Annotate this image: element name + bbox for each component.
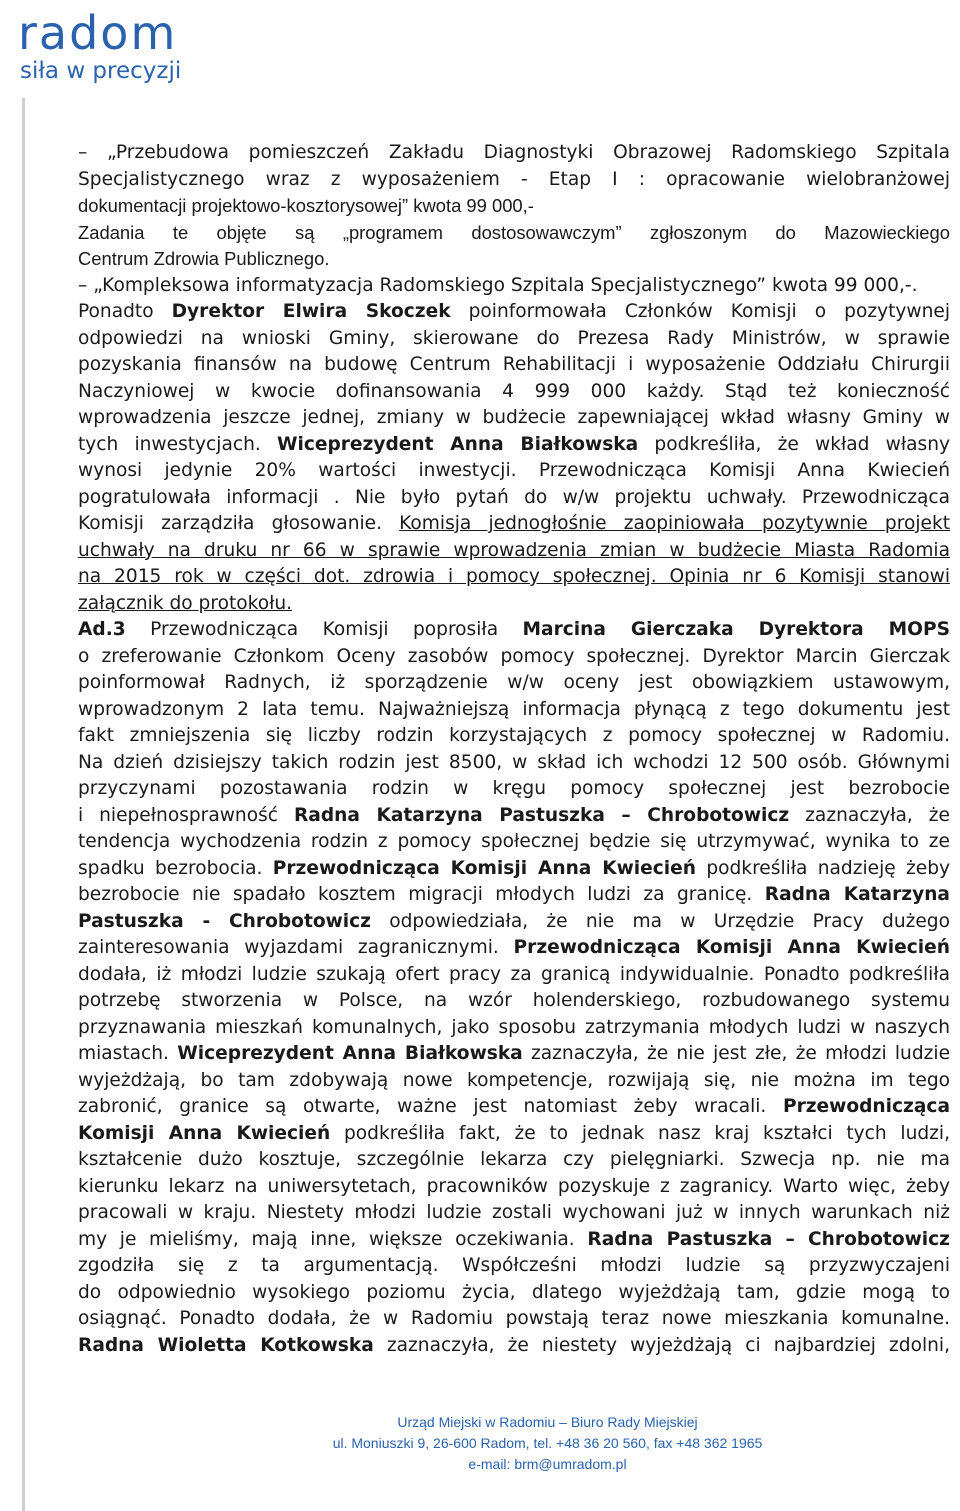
text-run: bezrobocie nie spadało kosztem migracji młodych ludzi za granicę. (78, 884, 765, 905)
text-run: miastach. (78, 1043, 178, 1064)
text-line: osiągnąć. Ponadto dodała, że w Radomiu powstają teraz nowe mieszkania komunalne. (78, 1308, 950, 1329)
text-line (78, 1333, 950, 1360)
person-name: Dyrektor Elwira Skoczek (171, 301, 451, 322)
text-run: odpowiedziała, że nie ma w Urzędzie Pracy dużego (371, 910, 950, 932)
text-line: tendencja wychodzenia rodzin z pomocy społecznej będzie się utrzymywać, wynika to ze (78, 831, 950, 852)
person-name: Przewodnicząca Komisji Anna Kwiecień (272, 857, 697, 879)
text-line: potrzebę stworzenia w Polsce, na wzór holenderskiego, rozbudowanego systemu (78, 990, 950, 1011)
text-run: podkreśliła fakt, że to jednak nasz kraj kształci tych ludzi, (330, 1122, 950, 1144)
text-run: Komisji zarządziła głosowanie. (78, 513, 400, 534)
resolution-text: Komisja jednogłośnie zaopiniowała pozytywnie projekt (399, 513, 950, 534)
text-line (78, 299, 950, 326)
text-line: kształcenie dużo kosztuje, szczególnie lekarza czy pielęgniarki. Szwecja np. nie ma (78, 1149, 950, 1170)
person-name: Przewodnicząca Komisji Anna Kwiecień (513, 937, 950, 958)
text-line: pracowali w kraju. Niestety młodzi ludzie zostali wychowani już w innych warunkach niż (78, 1202, 950, 1223)
text-run: zabronić, granice są otwarte, ważne jest natomiast żeby wracali. (78, 1096, 783, 1117)
text-line (78, 617, 950, 644)
text-run: zaznaczyła, że niestety wyjeżdżają ci najbardziej zdolni, (373, 1334, 950, 1356)
text-line: pozyskania finansów na budowę Centrum Rehabilitacji i wyposażenie Oddziału Chirurgii (78, 354, 950, 375)
resolution-line: uchwały na druku nr 66 w sprawie wprowadzenia zmian w budżecie Miasta Radomia (78, 539, 950, 561)
text-run: i niepełnosprawność (78, 804, 294, 826)
person-name: Radna Pastuszka – Chrobotowicz (587, 1228, 950, 1250)
person-name: Pastuszka - Chrobotowicz (78, 910, 371, 932)
text-line (78, 432, 950, 459)
person-name: Przewodnicząca (782, 1096, 950, 1117)
text-run: zaznaczyła, że (789, 804, 950, 826)
text-line (78, 803, 950, 830)
text-line: fakt zmniejszenia się liczby rodzin korzystających z pomocy społecznej w Radomiu. (78, 725, 950, 746)
text-line: – „Kompleksowa informatyzacja Radomskiego Szpitala Specjalistycznego” kwota 99 000,-. (78, 274, 918, 296)
document-body (78, 140, 950, 1359)
text-run: zaznaczyła, że nie jest złe, że młodzi ludzie (522, 1043, 950, 1064)
text-run: tych inwestycjach. (78, 433, 277, 455)
text-line: zgodziła się z ta argumentacją. Współcześni młodzi ludzie są przyzwyczajeni (78, 1255, 950, 1276)
person-name: Radna Katarzyna (764, 884, 950, 905)
text-line: wyjeżdżają, bo tam zdobywają nowe kompetencje, rozwijają się, nie można im tego (78, 1069, 950, 1091)
text-run: podkreśliła, że wkład własny (638, 433, 950, 455)
text-line: dokumentacji projektowo-kosztorysowej” kwota 99 000,- (78, 195, 534, 216)
person-name: Komisji Anna Kwiecień (78, 1122, 331, 1144)
text-line (78, 1227, 950, 1254)
text-run: my je mieliśmy, mają inne, większe oczekiwania. (78, 1228, 588, 1250)
text-line: wprowadzenia jeszcze jednej, zmiany w budżecie zapewniającej wkład własny Gminy w (78, 407, 950, 428)
text-line: Centrum Zdrowia Publicznego. (78, 248, 330, 269)
text-line (78, 882, 950, 909)
resolution-line: załącznik do protokołu. (78, 592, 293, 614)
radom-logo (18, 6, 218, 84)
text-line (78, 909, 950, 936)
text-line: kierunku lekarz na uniwersytetach, pracowników pozyskuje z zagranicy. Warto więc, żeby (78, 1175, 950, 1197)
left-margin-rule (22, 98, 25, 1511)
person-name: Wiceprezydent Anna Białkowska (177, 1043, 523, 1064)
agenda-item-label: Ad.3 (78, 619, 126, 640)
person-name: Wiceprezydent Anna Białkowska (276, 433, 639, 455)
text-line: wprowadzonym 2 lata temu. Najważniejszą informacja płynącą z tego dokumentu jest (78, 698, 950, 720)
text-line: Specjalistycznego wraz z wyposażeniem - Etap I : opracowanie wielobranżowej (78, 168, 950, 190)
person-name: Marcina Gierczaka Dyrektora MOPS (522, 619, 950, 640)
text-line: poinformował Radnych, iż sporządzenie w/w oceny jest obowiązkiem ustawowym, (78, 672, 950, 693)
text-run: Przewodnicząca Komisji poprosiła (125, 619, 523, 640)
text-run: spadku bezrobocia. (78, 857, 273, 879)
logo-tagline: siła w precyzji (20, 58, 182, 84)
footer-address: ul. Moniuszki 9, 26-600 Radom, tel. +48 36 20 560, fax +48 362 1965 (332, 1435, 763, 1451)
text-line: wynosi jedynie 20% wartości inwestycji. Przewodnicząca Komisji Anna Kwiecień (78, 460, 950, 481)
text-run: poinformowała Członków Komisji o pozytywnej (450, 301, 950, 322)
text-line: o zreferowanie Członkom Oceny zasobów pomocy społecznej. Dyrektor Marcin Gierczak (78, 645, 950, 667)
text-line: – „Przebudowa pomieszczeń Zakładu Diagnostyki Obrazowej Radomskiego Szpitala (78, 142, 950, 163)
text-run: podkreśliła nadzieję żeby (696, 857, 950, 879)
text-run: Ponadto (78, 301, 172, 322)
text-line (78, 935, 950, 962)
text-line (78, 1094, 950, 1121)
text-line: dodała, iż młodzi ludzie szukają ofert pracy za granicą indywidualnie. Ponadto podkreśliła (78, 963, 950, 985)
footer-office: Urząd Miejski w Radomiu – Biuro Rady Miejskiej (397, 1414, 698, 1430)
page-footer (0, 1412, 960, 1475)
text-line (78, 511, 950, 538)
resolution-line: na 2015 rok w części dot. zdrowia i pomocy społecznej. Opinia nr 6 Komisji stanowi (78, 566, 950, 587)
footer-email: e-mail: brm@umradom.pl (468, 1456, 627, 1472)
text-line: Zadania te objęte są „programem dostosowawczym” zgłoszonym do Mazowieckiego (78, 221, 950, 243)
text-line: pogratulowała informacji . Nie było pytań do w/w projektu uchwały. Przewodnicząca (78, 486, 950, 508)
text-line (78, 856, 950, 883)
text-line: do odpowiednio wysokiego poziomu życia, dlatego wyjeżdżają tam, gdzie mogą to (78, 1281, 950, 1303)
text-line: odpowiedzi na wnioski Gminy, skierowane do Prezesa Rady Ministrów, w sprawie (78, 327, 950, 349)
text-run: zainteresowania wyjazdami zagranicznymi. (78, 937, 514, 958)
person-name: Radna Wioletta Kotkowska (78, 1334, 374, 1356)
logo-wordmark: radom (18, 6, 178, 60)
person-name: Radna Katarzyna Pastuszka – Chrobotowicz (293, 804, 790, 826)
text-line (78, 1121, 950, 1148)
text-line: przyznawania mieszkań komunalnych, jako sposobu zatrzymania młodych ludzi w naszych (78, 1016, 950, 1038)
text-line (78, 1041, 950, 1068)
text-line: Na dzień dzisiejszy takich rodzin jest 8500, w skład ich wchodzi 12 500 osób. Głównymi (78, 751, 950, 773)
text-line: przyczynami pozostawania rodzin w kręgu pomocy społecznej jest bezrobocie (78, 778, 950, 799)
text-line: Naczyniowej w kwocie dofinansowania 4 999 000 każdy. Stąd też konieczność (78, 380, 950, 402)
